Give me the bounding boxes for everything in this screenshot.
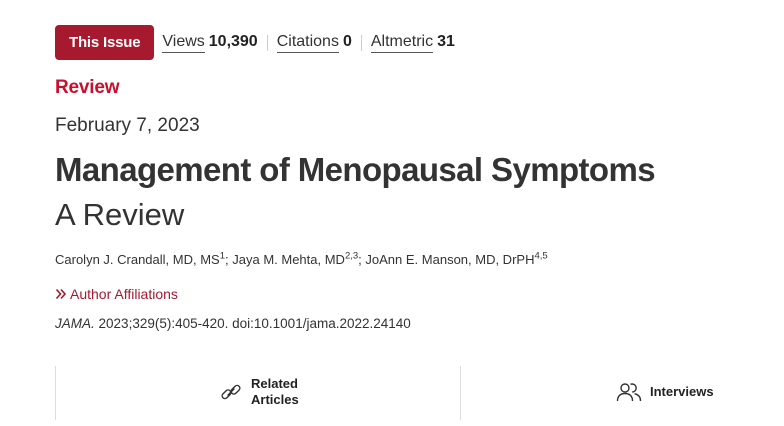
views-value: 10,390 bbox=[208, 32, 258, 50]
altmetric-value: 31 bbox=[437, 32, 455, 50]
related-articles-label bbox=[251, 376, 299, 408]
author-affiliation-ref: 2,3 bbox=[344, 250, 359, 262]
author-list bbox=[55, 252, 548, 267]
this-issue-button[interactable]: This Issue bbox=[55, 25, 154, 60]
author-link[interactable]: JoAnn E. Manson, MD, DrPH bbox=[365, 252, 535, 267]
citations-label[interactable]: Citations bbox=[277, 33, 339, 53]
altmetric-metric[interactable] bbox=[371, 33, 455, 53]
related-label-line2: Articles bbox=[251, 392, 299, 407]
metric-separator bbox=[361, 35, 362, 51]
related-label-line1: Related bbox=[251, 376, 298, 391]
citation-line bbox=[55, 316, 411, 331]
page-subtitle: A Review bbox=[55, 197, 185, 232]
views-metric[interactable] bbox=[162, 33, 257, 53]
author-affiliation-ref: 4,5 bbox=[534, 250, 548, 262]
views-label[interactable]: Views bbox=[162, 33, 204, 53]
article-tools-bar bbox=[55, 366, 784, 426]
people-icon bbox=[616, 382, 642, 402]
citations-value: 0 bbox=[342, 32, 352, 50]
metric-separator bbox=[267, 35, 268, 51]
author-affiliations-toggle[interactable] bbox=[55, 286, 178, 302]
author-link[interactable]: Jaya M. Mehta, MD bbox=[232, 252, 345, 267]
author-affiliations-label[interactable]: Author Affiliations bbox=[70, 286, 178, 302]
author-separator: ; bbox=[225, 252, 233, 267]
link-icon bbox=[219, 380, 243, 404]
page-title: Management of Menopausal Symptoms bbox=[55, 151, 655, 188]
author-affiliation-ref: 1 bbox=[219, 250, 226, 262]
citation-journal: JAMA. bbox=[55, 316, 95, 331]
citations-metric[interactable] bbox=[277, 33, 352, 53]
related-articles-button[interactable] bbox=[219, 376, 299, 408]
citation-details: 2023;329(5):405-420. doi:10.1001/jama.2022.24140 bbox=[98, 316, 411, 331]
divider bbox=[55, 366, 56, 420]
interviews-label: Interviews bbox=[650, 384, 714, 399]
metrics-bar bbox=[55, 25, 455, 60]
chevron-double-right-icon bbox=[55, 287, 67, 301]
interviews-button[interactable] bbox=[616, 382, 714, 402]
article-type-label[interactable]: Review bbox=[55, 77, 120, 98]
altmetric-label[interactable]: Altmetric bbox=[371, 33, 433, 53]
publication-date: February 7, 2023 bbox=[55, 115, 200, 136]
author-separator: ; bbox=[358, 252, 366, 267]
divider bbox=[460, 366, 461, 420]
author-link[interactable]: Carolyn J. Crandall, MD, MS bbox=[55, 252, 220, 267]
